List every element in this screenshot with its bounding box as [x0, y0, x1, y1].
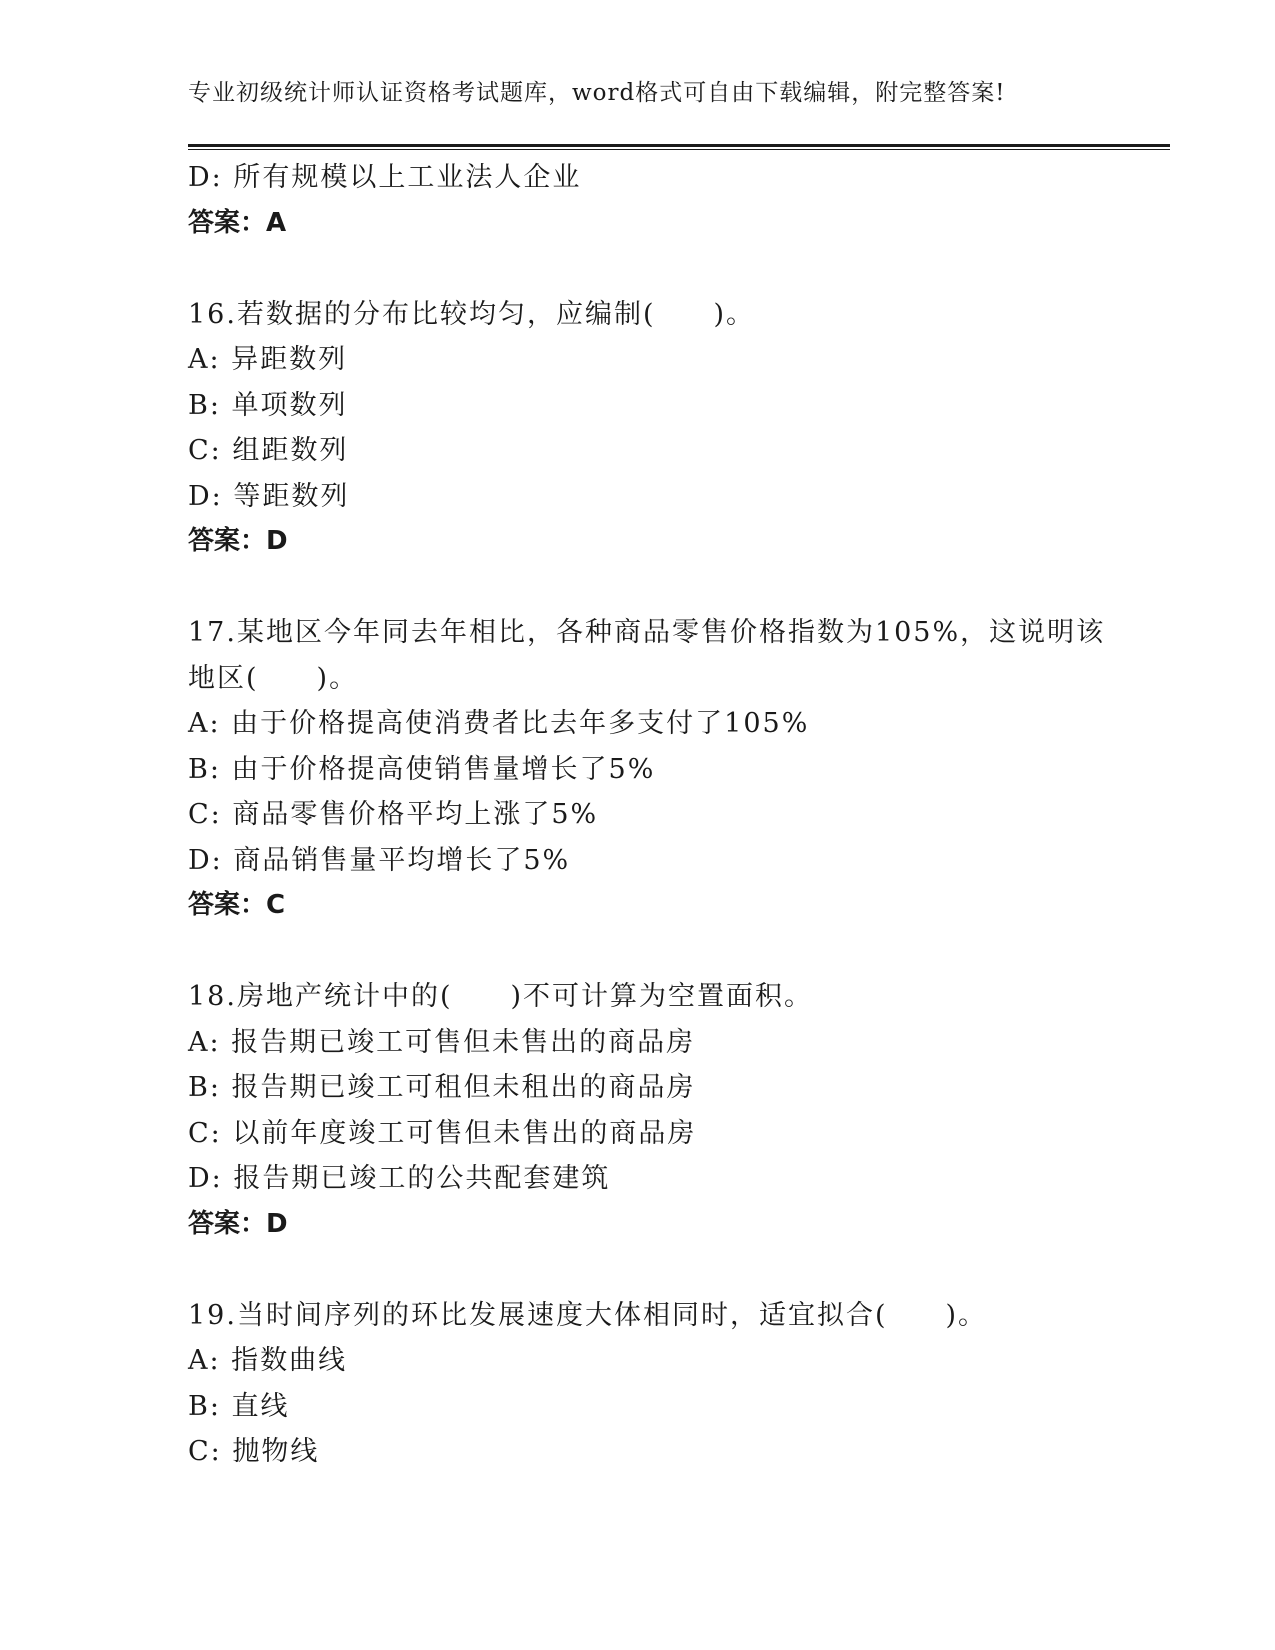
option-b: B: 直线: [188, 1390, 290, 1422]
answer: 答案：C: [188, 890, 286, 920]
option-c: C: 以前年度竣工可售但未售出的商品房: [188, 1117, 697, 1149]
option-d: D: 报告期已竣工的公共配套建筑: [188, 1163, 611, 1194]
option-d: D: 所有规模以上工业法人企业: [188, 162, 582, 193]
option-a: A: 指数曲线: [188, 1345, 348, 1376]
option-b: B: 报告期已竣工可租但未租出的商品房: [188, 1072, 696, 1103]
question-16: [188, 292, 1170, 565]
option-a: A: 由于价格提高使消费者比去年多支付了105%: [188, 708, 810, 739]
question-17: [188, 610, 1170, 929]
option-c: C: 抛物线: [188, 1436, 320, 1467]
answer: 答案：D: [188, 1208, 288, 1239]
question-19: [188, 1293, 1170, 1475]
question-stem: 16.若数据的分布比较均匀，应编制( )。: [188, 298, 756, 330]
question-18: [188, 974, 1170, 1247]
question-stem-line-1: 17.某地区今年同去年相比，各种商品零售价格指数为105%，这说明该: [188, 617, 1106, 648]
answer: 答案：D: [188, 526, 288, 556]
option-a: A: 异距数列: [188, 344, 348, 375]
option-d: D: 商品销售量平均增长了5%: [188, 844, 571, 876]
option-c: C: 组距数列: [188, 435, 349, 466]
option-d: D: 等距数列: [188, 480, 350, 512]
option-b: B: 单项数列: [188, 389, 348, 421]
question-stem: 18.房地产统计中的( )不可计算为空置面积。: [188, 981, 814, 1012]
question-stem: 19.当时间序列的环比发展速度大体相同时，适宜拟合( )。: [188, 1299, 988, 1331]
question-content: [188, 155, 1170, 1475]
option-b: B: 由于价格提高使销售量增长了5%: [188, 753, 656, 785]
page-header: 专业初级统计师认证资格考试题库，word格式可自由下载编辑，附完整答案!: [188, 80, 1006, 106]
question-stem-line-2: 地区( )。: [188, 662, 359, 694]
header-divider: [188, 144, 1170, 147]
option-a: A: 报告期已竣工可售但未售出的商品房: [188, 1026, 696, 1058]
answer: 答案：A: [188, 207, 287, 238]
option-c: C: 商品零售价格平均上涨了5%: [188, 799, 599, 830]
